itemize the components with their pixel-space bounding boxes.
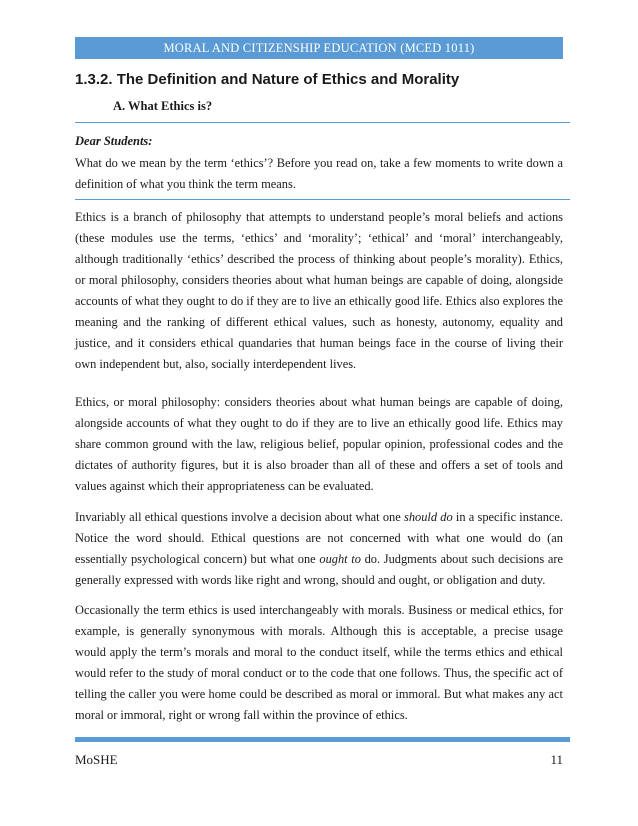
box-top-rule: [75, 122, 570, 123]
paragraph-1: Ethics is a branch of philosophy that attempts to understand people’s moral beliefs and actions (these modules use the terms, ‘ethics’ and ‘morality’; ‘ethical’ and ‘moral’ interchangeably, although traditionally ‘ethics’ described the process of thinking about people’s morality). Ethics, or moral philosophy, considers theories about what human beings are capable of doing, alongside accounts of what they ought to do if they are to live an ethically good life. Ethics also explores the meaning and the ranking of different ethical values, such as honesty, autonomy, equality and justice, and it considers ethical quandaries that human beings face in the course of living their own independent but, also, socially interdependent lives.: [75, 210, 563, 371]
page-number: 11: [550, 752, 563, 767]
paragraph-3-part-3: do. Judgments about such decisions are generally expressed with words like right and wrong, should and ought, or obligation and duty.: [75, 552, 563, 587]
subsection-title: A. What Ethics is?: [113, 99, 213, 113]
paragraph-2: Ethics, or moral philosophy: considers theories about what human beings are capable of doing, alongside accounts of what they ought to do if they are to live an ethically good life. Ethics may share common ground with the law, religious belief, popular opinion, professional codes and the dictates of authority figures, but it is also broader than all of these and offers a set of tools and values against which their appropriateness can be evaluated.: [75, 395, 563, 493]
paragraph-3-part-2: in a specific instance. Notice the word should. Ethical questions are not concerned with what one would do (an essentially psychological concern) but what one: [75, 510, 564, 566]
footer-publisher: MoSHE: [75, 752, 118, 767]
box-text: What do we mean by the term ‘ethics’? Before you read on, take a few moments to write down a definition of what you think the term means.: [75, 156, 563, 191]
paragraph-3-emphasis-2: ought to: [319, 552, 361, 566]
section-title: 1.3.2. The Definition and Nature of Ethics and Morality: [75, 71, 460, 88]
running-header-title: MORAL AND CITIZENSHIP EDUCATION (MCED 1011): [163, 40, 475, 55]
running-header: [75, 37, 563, 59]
box-heading: Dear Students:: [75, 134, 153, 148]
box-bottom-rule: [75, 199, 570, 200]
paragraph-3-part-1: Invariably all ethical questions involve a decision about what one: [75, 510, 404, 524]
footer-rule: [75, 737, 570, 742]
paragraph-3: [75, 507, 563, 591]
paragraph-3-emphasis-1: should do: [404, 510, 453, 524]
paragraph-4: Occasionally the term ethics is used interchangeably with morals. Business or medical ethics, for example, is generally synonymous with morals. Although this is acceptable, a precise usage would apply the term’s morals and moral to the conduct itself, while the terms ethics and ethical would refer to the study of moral conduct or to the code that one follows. Thus, the specific act of telling the caller you were home could be described as moral or immoral. But what makes any act moral or immoral, right or wrong fall within the province of ethics.: [75, 603, 563, 722]
